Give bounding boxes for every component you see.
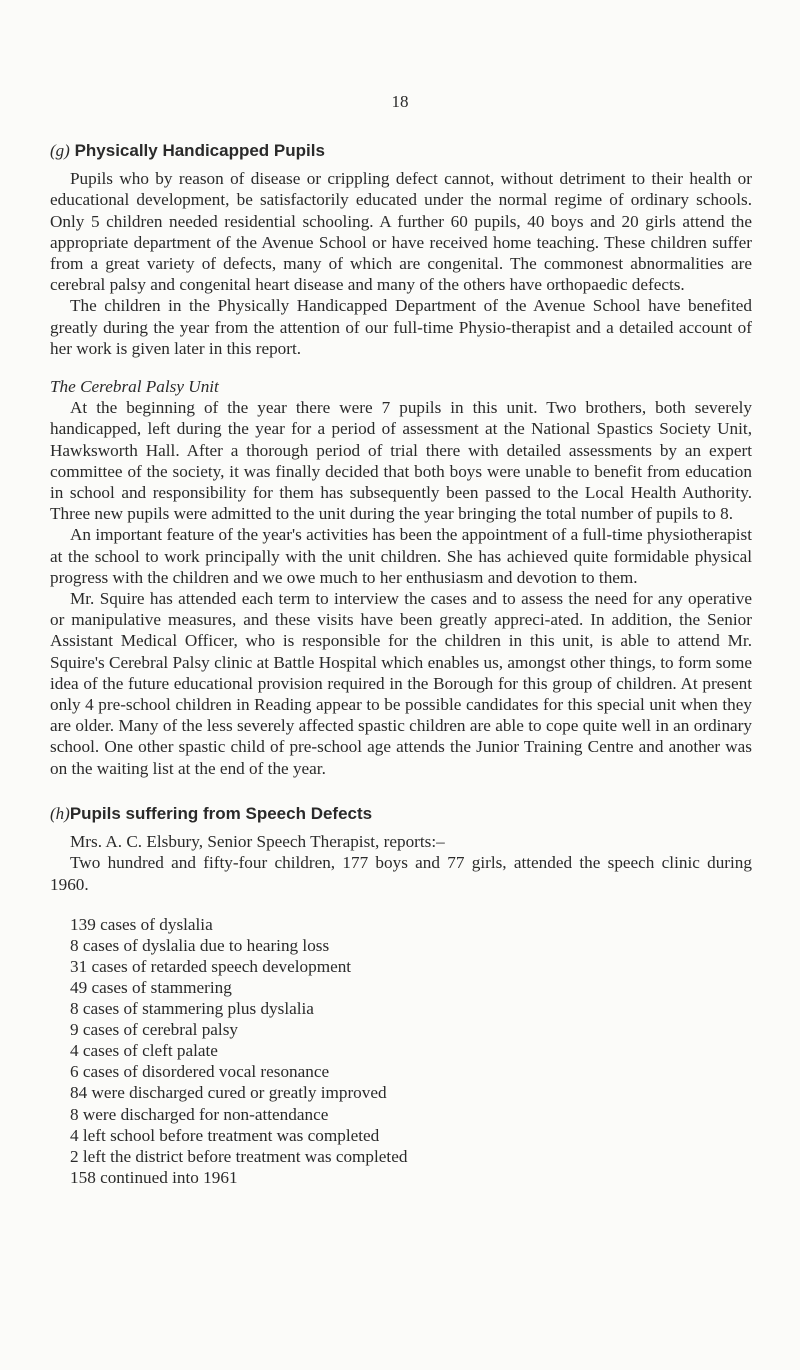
section-h-paragraph-2: Two hundred and fifty-four children, 177 boys and 77 girls, attended the speech clinic during 1960. xyxy=(50,853,752,894)
list-item: 8 were discharged for non-attendance xyxy=(70,1104,329,1124)
section-h-heading xyxy=(50,803,752,824)
section-h-letter: (h) xyxy=(50,803,70,823)
list-item: 158 continued into 1961 xyxy=(70,1167,238,1187)
list-item: 84 were discharged cured or greatly improved xyxy=(70,1083,387,1103)
list-item: 8 cases of dyslalia due to hearing loss xyxy=(70,935,330,955)
list-item: 8 cases of stammering plus dyslalia xyxy=(70,999,314,1019)
cerebral-palsy-paragraph-3: Mr. Squire has attended each term to interview the cases and to assess the need for any operative or manipulative measures, and these visits have been greatly appreci-ated. In addition, the Senior Assistant Medical Officer, who is responsible for the children in this unit, is able to attend Mr. Squire's Cerebral Palsy clinic at Battle Hospital which enables us, amongst other things, to form some idea of the future educational provision required in the Borough for this group of children. At present only 4 pre-school children in Reading appear to be possible candidates for this special unit when they are older. Many of the less severely affected spastic children are able to cope quite well in an ordinary school. One other spastic child of pre-school age attends the Junior Training Centre and another was on the waiting list at the end of the year. xyxy=(50,589,752,778)
list-item: 4 cases of cleft palate xyxy=(70,1041,218,1061)
section-g-title: Physically Handicapped Pupils xyxy=(74,141,325,160)
section-g-paragraph-1: Pupils who by reason of disease or crippling defect cannot, without detriment to their health or educational development, be satisfactorily educated under the normal regime of ordinary schools. Only 5 children needed residential schooling. A further 60 pupils, 40 boys and 20 girls attend the appropriate department of the Avenue School or have received home teaching. These children suffer from a great variety of defects, many of which are congenital. The commonest abnormalities are cerebral palsy and congenital heart disease and many of the others have orthopaedic defects. xyxy=(50,169,752,295)
list-item: 49 cases of stammering xyxy=(70,977,232,997)
section-g-heading xyxy=(50,140,752,161)
section-g-letter: (g) xyxy=(50,141,70,160)
section-h-paragraph-1: Mrs. A. C. Elsbury, Senior Speech Therapist, reports:– xyxy=(70,832,445,852)
page-content xyxy=(50,140,752,1188)
list-item: 9 cases of cerebral palsy xyxy=(70,1020,238,1040)
list-item: 6 cases of disordered vocal resonance xyxy=(70,1062,330,1082)
section-h-title: Pupils suffering from Speech Defects xyxy=(69,803,373,823)
cerebral-palsy-paragraph-1: At the beginning of the year there were 7 pupils in this unit. Two brothers, both severely handicapped, left during the year for a period of assessment at the National Spastics Society Unit, Hawksworth Hall. After a thorough period of trial there with detailed assessments by an expert committee of the society, it was finally decided that both boys were unable to benefit from education in school and responsibility for them has subsequently been passed to the Local Health Authority. Three new pupils were admitted to the unit during the year bringing the total number of pupils to 8. xyxy=(50,398,752,524)
list-item: 2 left the district before treatment was completed xyxy=(70,1146,408,1166)
section-g-paragraph-2: The children in the Physically Handicapped Department of the Avenue School have benefited greatly during the year from the attention of our full-time Physio-therapist and a detailed account of her work is given later in this report. xyxy=(50,296,752,358)
page-number: 18 xyxy=(391,92,409,111)
list-item: 139 cases of dyslalia xyxy=(70,914,213,934)
list-item: 4 left school before treatment was completed xyxy=(70,1125,380,1145)
list-item: 31 cases of retarded speech development xyxy=(70,956,352,976)
cerebral-palsy-paragraph-2: An important feature of the year's activities has been the appointment of a full-time physiotherapist at the school to work principally with the unit children. She has achieved quite formidable physical progress with the children and we owe much to her enthusiasm and devotion to them. xyxy=(50,525,752,587)
speech-cases-list xyxy=(50,914,752,1188)
cerebral-palsy-heading: The Cerebral Palsy Unit xyxy=(50,377,219,397)
